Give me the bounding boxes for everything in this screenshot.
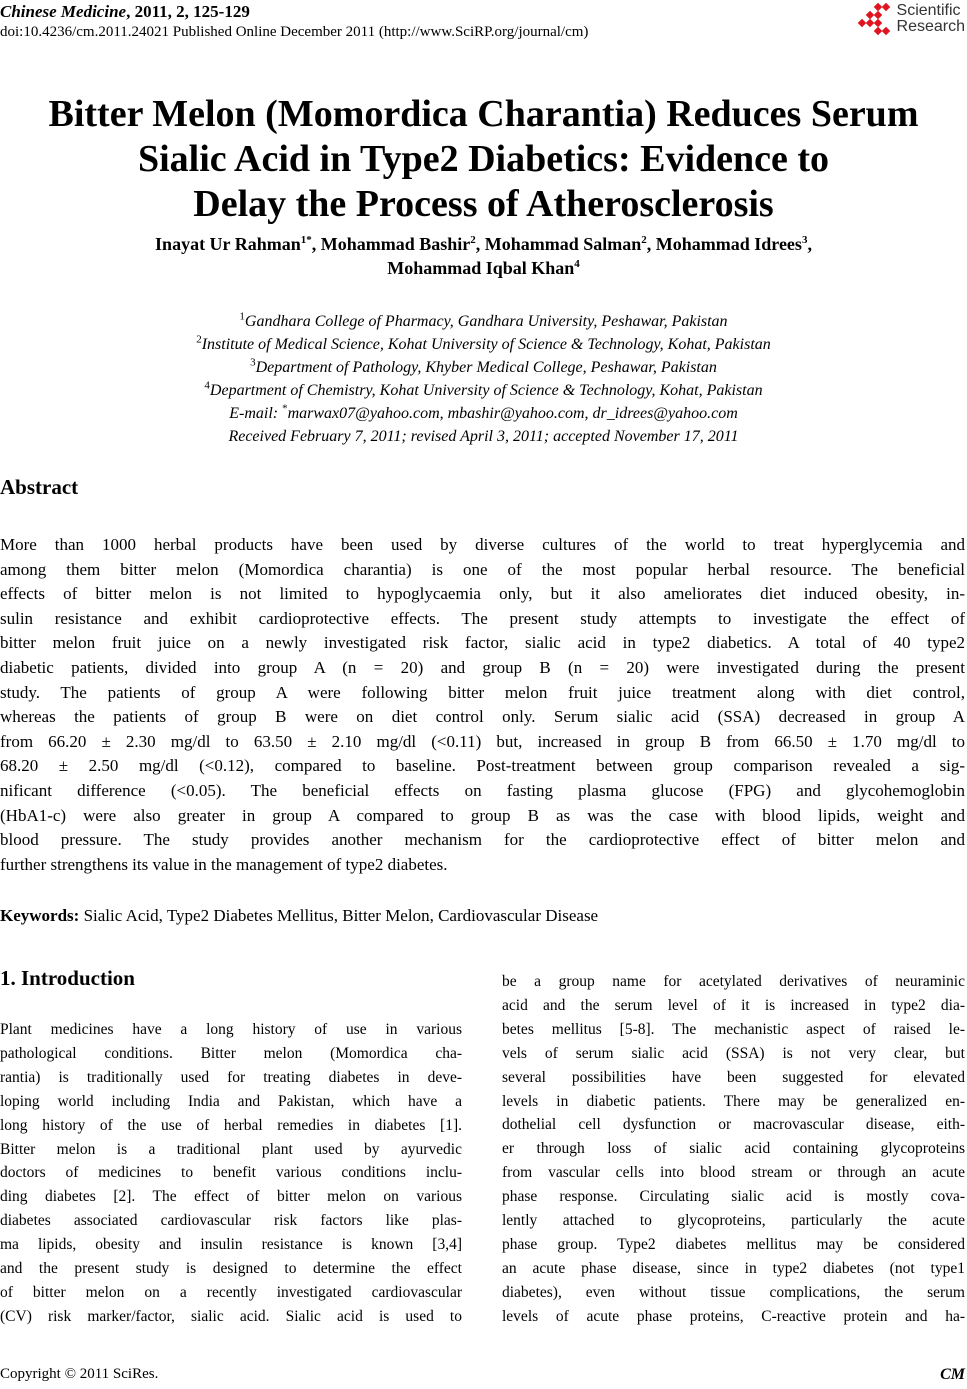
affil-sup: 1 [239,310,245,323]
text-line: pathological conditions. Bitter melon (Momordica cha- [0,1044,462,1062]
author: , Mohammad Idrees [646,234,802,254]
text-line: diabetic patients, divided into group A (n = 20) and group B (n = 20) were investigated during the present [0,657,965,677]
affiliation [0,310,967,333]
text-line: whereas the patients of group B were on diet control only. Serum sialic acid (SSA) decreased in group A [0,707,965,727]
affiliation [0,333,967,356]
text-line: diabetes), even without tissue complications, the serum [502,1283,965,1301]
keywords-label: Keywords: [0,906,80,925]
text-line: be a group name for acetylated derivatives of neuraminic [502,973,965,990]
author-list [0,232,967,280]
text-line: phase response. Circulating sialic acid is mostly cova- [502,1188,965,1206]
text-line: loping world including India and Pakistan, which have a [0,1092,462,1110]
introduction-heading: 1. Introduction [0,966,135,990]
logo-diamonds-icon [855,2,893,36]
email-sup: * [282,402,288,415]
author: , Mohammad Bashir [311,234,471,254]
affil-sup: 4 [204,379,210,392]
text-line: several possibilities have been suggested for elevated [502,1068,965,1086]
author: , Mohammad Salman [475,234,642,254]
affiliation [0,356,967,379]
copyright: Copyright © 2011 SciRes. [0,1366,159,1382]
text-line: bitter melon fruit juice on a newly investigated risk factor, sialic acid in type2 diabetics. A total of 40 type2 [0,633,965,653]
dates-line: Received February 7, 2011; revised April 3, 2011; accepted November 17, 2011 [228,428,739,445]
text-line: long history of the use of herbal remedies in diabetes [1]. [0,1116,462,1134]
text-line: from vascular cells into blood stream or through an acute [502,1164,965,1182]
paper-title [0,92,967,227]
abstract-heading: Abstract [0,475,79,499]
author: Inayat Ur Rahman [155,234,301,254]
intro-left-column [0,1018,462,1329]
title-line: Bitter Melon (Momordica Charantia) Reduces Serum [48,93,919,135]
text-line: ma lipids, obesity and insulin resistance is known [3,4] [0,1236,462,1254]
affil-text: Department of Chemistry, Kohat University of Science & Technology, Kohat, Pakistan [209,382,763,399]
text-line: an acute phase disease, since in type2 diabetes (not type1 [502,1259,965,1277]
keywords-text: Sialic Acid, Type2 Diabetes Mellitus, Bitter Melon, Cardiovascular Disease [79,906,599,925]
text-line: acid and the serum level of it is increased in type2 dia- [502,996,965,1014]
affiliations [0,310,967,448]
text-line: dothelial cell dysfunction or macrovascular disease, eith- [502,1116,965,1134]
email-addresses[interactable]: marwax07@yahoo.com, mbashir@yahoo.com, dr_idrees@yahoo.com [287,405,738,422]
author-sup: 1* [300,234,312,246]
doi-line: doi:10.4236/cm.2011.24021 Published Online December 2011 (http://www.SciRP.org/journal/cm) [0,24,589,40]
keywords [0,906,598,926]
author-sup: 4 [574,258,580,270]
text-line: doctors of medicines to benefit various conditions inclu- [0,1164,462,1182]
text-line: levels of acute phase proteins, C-reactive protein and ha- [502,1307,965,1325]
text-line: (HbA1-c) were also greater in group A compared to group B as was the case with blood lipids, weight and [0,805,965,825]
text-line: nificant difference (<0.05). The beneficial effects on fasting plasma glucose (FPG) and glycohemoglobin [0,780,965,800]
email-label: E-mail: [229,405,283,422]
author-sup: 2 [641,234,647,246]
journal-name: Chinese Medicine [0,2,127,21]
text-line: from 66.20 ± 2.30 mg/dl to 63.50 ± 2.10 mg/dl (<0.11) but, increased in group B from 66.50 ± 1.70 mg/dl to [0,731,965,751]
affiliation [0,379,967,402]
text-line: among them bitter melon (Momordica charantia) is one of the most popular herbal resource. The beneficial [0,559,965,579]
title-line: Delay the Process of Atherosclerosis [193,183,774,225]
text-line: sulin resistance and exhibit cardioprotective effects. The present study attempts to investigate the effect of [0,608,965,628]
text-line: vels of serum sialic acid (SSA) is not very clear, but [502,1044,965,1062]
publisher-logo [855,2,965,36]
text-line: further strengthens its value in the management of type2 diabetes. [0,854,448,874]
affil-sup: 3 [250,356,256,369]
text-line: betes mellitus [5-8]. The mechanistic aspect of raised le- [502,1020,965,1038]
text-line: blood pressure. The study provides another mechanism for the cardioprotective effect of bitter melon and [0,830,965,850]
abstract-body [0,533,965,877]
text-line: More than 1000 herbal products have been used by diverse cultures of the world to treat hyperglycemia and [0,535,965,554]
separator: , [807,234,812,254]
text-line: 68.20 ± 2.50 mg/dl (<0.12), compared to baseline. Post-treatment between group comparison revealed a sig- [0,756,965,776]
affil-text: Gandhara College of Pharmacy, Gandhara University, Peshawar, Pakistan [244,313,728,330]
logo-text-2: Research [896,18,965,35]
citation-numbers: , 2011, 2, 125-129 [126,2,250,21]
text-line: diabetes associated cardiovascular risk factors like plas- [0,1212,462,1230]
text-line: Plant medicines have a long history of use in various [0,1021,462,1038]
intro-right-column [502,970,965,1329]
text-line: lently attached to glycoproteins, particularly the acute [502,1212,965,1230]
text-line: (CV) risk marker/factor, sialic acid. Sialic acid is used to [0,1307,462,1325]
author-sup: 2 [470,234,476,246]
journal-abbreviation: CM [940,1366,965,1383]
text-line: ding diabetes [2]. The effect of bitter melon on various [0,1188,462,1206]
affil-text: Institute of Medical Science, Kohat University of Science & Technology, Kohat, Pakistan [201,336,771,353]
author-sup: 3 [801,234,808,246]
text-line: levels in diabetic patients. There may be generalized en- [502,1092,965,1110]
affil-sup: 2 [196,333,202,346]
journal-citation [0,2,250,22]
text-line: Bitter melon is a traditional plant used by ayurvedic [0,1140,462,1158]
logo-text-1: Scientific [896,2,961,19]
affil-text: Department of Pathology, Khyber Medical College, Peshawar, Pakistan [255,359,717,376]
text-line: er through loss of sialic acid containing glycoproteins [502,1140,965,1158]
text-line: rantia) is traditionally used for treating diabetes in deve- [0,1068,462,1086]
text-line: of bitter melon on a recently investigated cardiovascular [0,1283,462,1301]
title-line: Sialic Acid in Type2 Diabetics: Evidence to [137,138,830,180]
text-line: phase group. Type2 diabetes mellitus may be considered [502,1235,965,1253]
text-line: effects of bitter melon is not limited to hypoglycaemia only, but it also ameliorates diet induced obesity, in- [0,584,965,604]
text-line: and the present study is designed to determine the effect [0,1260,462,1278]
email-line [0,402,967,425]
text-line: study. The patients of group A were following bitter melon fruit juice treatment along with diet control, [0,682,965,702]
author: Mohammad Iqbal Khan [387,258,575,278]
